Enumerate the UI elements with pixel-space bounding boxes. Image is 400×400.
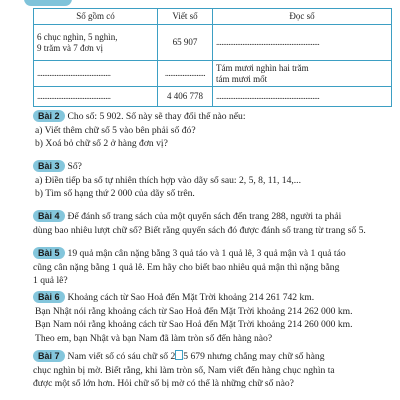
exercise-badge: Bài 6 [33, 291, 65, 303]
table-row [34, 25, 392, 61]
exercise-text: được một số lớn hơn. Hỏi chữ số bị mờ có thể là những chữ số nào? [33, 378, 294, 389]
exercise-badge: Bài 7 [33, 350, 65, 362]
exercise-text: a) Viết thêm chữ số 5 vào bên phải số đó? [35, 124, 196, 136]
exercise-5 [33, 247, 395, 288]
table-header-row [34, 9, 392, 25]
exercise-4 [33, 210, 395, 237]
table-row [34, 87, 392, 107]
answer-blank[interactable]: ....................... [158, 61, 213, 87]
exercise-text: Cho số: 5 902. Số này sẽ thay đổi thế nào nếu: [67, 111, 246, 122]
column-header: Số gồm có [34, 9, 158, 25]
column-header: Đọc số [213, 9, 392, 25]
exercise-text: Theo em, bạn Nhật và bạn Nam đã làm tròn số đến hàng nào? [35, 332, 273, 344]
exercise-badge: Bài 2 [33, 110, 65, 122]
answer-blank[interactable]: .......................................... [34, 61, 158, 87]
exercise-text: Nam viết số có sáu chữ số 2 [67, 351, 176, 362]
exercise-text: Bạn Nam nói rằng khoảng cách từ Sao Hoả đến Mặt Trời khoảng 214 260 000 km. [35, 319, 353, 330]
exercise-text: chục nghìn bị mờ. Biết rằng, khi làm tròn số, Nam viết đến hàng chục nghìn ta [33, 364, 335, 376]
table-cell: 6 chục nghìn, 5 nghìn, 9 trăm và 7 đơn vị [34, 25, 158, 61]
exercise-badge: Bài 3 [33, 160, 65, 172]
column-header: Viết số [158, 9, 213, 25]
exercise-7 [33, 350, 395, 391]
answer-blank[interactable]: .......................................... [34, 87, 158, 107]
exercise-text: b) Xoá bỏ chữ số 2 ở hàng đơn vị? [35, 138, 168, 149]
exercise-3 [33, 160, 395, 201]
exercise-text: Bạn Nhật nói rằng khoảng cách từ Sao Hoả đến Mặt Trời khoảng 214 262 000 km. [35, 305, 353, 317]
exercise-6 [33, 291, 395, 345]
answer-blank[interactable]: ........................................................... [213, 25, 392, 61]
exercise-text: b) Tìm số hạng thứ 2 000 của dãy số trên. [35, 188, 195, 199]
exercise-text: Khoảng cách từ Sao Hoả đến Mặt Trời khoảng 214 261 742 km. [67, 292, 315, 303]
exercise-text: dùng bao nhiêu lượt chữ số? Biết rằng quyển sách đó được đánh số trang từ trang số 5. [33, 224, 366, 236]
table-row [34, 61, 392, 87]
exercise-text: 19 quả mận cân nặng bằng 3 quả táo và 1 quả lê, 3 quả mận và 1 quả táo [67, 248, 346, 259]
exercise-badge: Bài 5 [33, 247, 65, 259]
exercise-text: Số? [67, 161, 82, 172]
table-cell: Tám mươi nghìn hai trăm tám mươi mốt [213, 61, 392, 87]
exercise-text: Để đánh số trang sách của một quyển sách đến trang 288, người ta phải [67, 211, 342, 222]
exercise-badge: Bài 4 [33, 210, 65, 222]
number-table [33, 8, 392, 107]
table-cell: 4 406 778 [158, 87, 213, 107]
exercise-text: cũng cân nặng bằng 1 quả lê. Em hãy cho biết bao nhiêu quả mận thì nặng bằng [33, 261, 340, 273]
answer-blank[interactable]: ........................................................... [213, 87, 392, 107]
table-cell: 65 907 [158, 25, 213, 61]
exercise-text: 1 quả lê? [33, 275, 68, 286]
exercise-text: a) Điền tiếp ba số tự nhiên thích hợp vào dãy số sau: 2, 5, 8, 11, 14,... [35, 174, 301, 186]
exercise-2 [33, 110, 395, 151]
exercise-text: 5 679 nhưng chẳng may chữ số hàng [183, 351, 325, 362]
header-tab-decoration [24, 0, 72, 6]
